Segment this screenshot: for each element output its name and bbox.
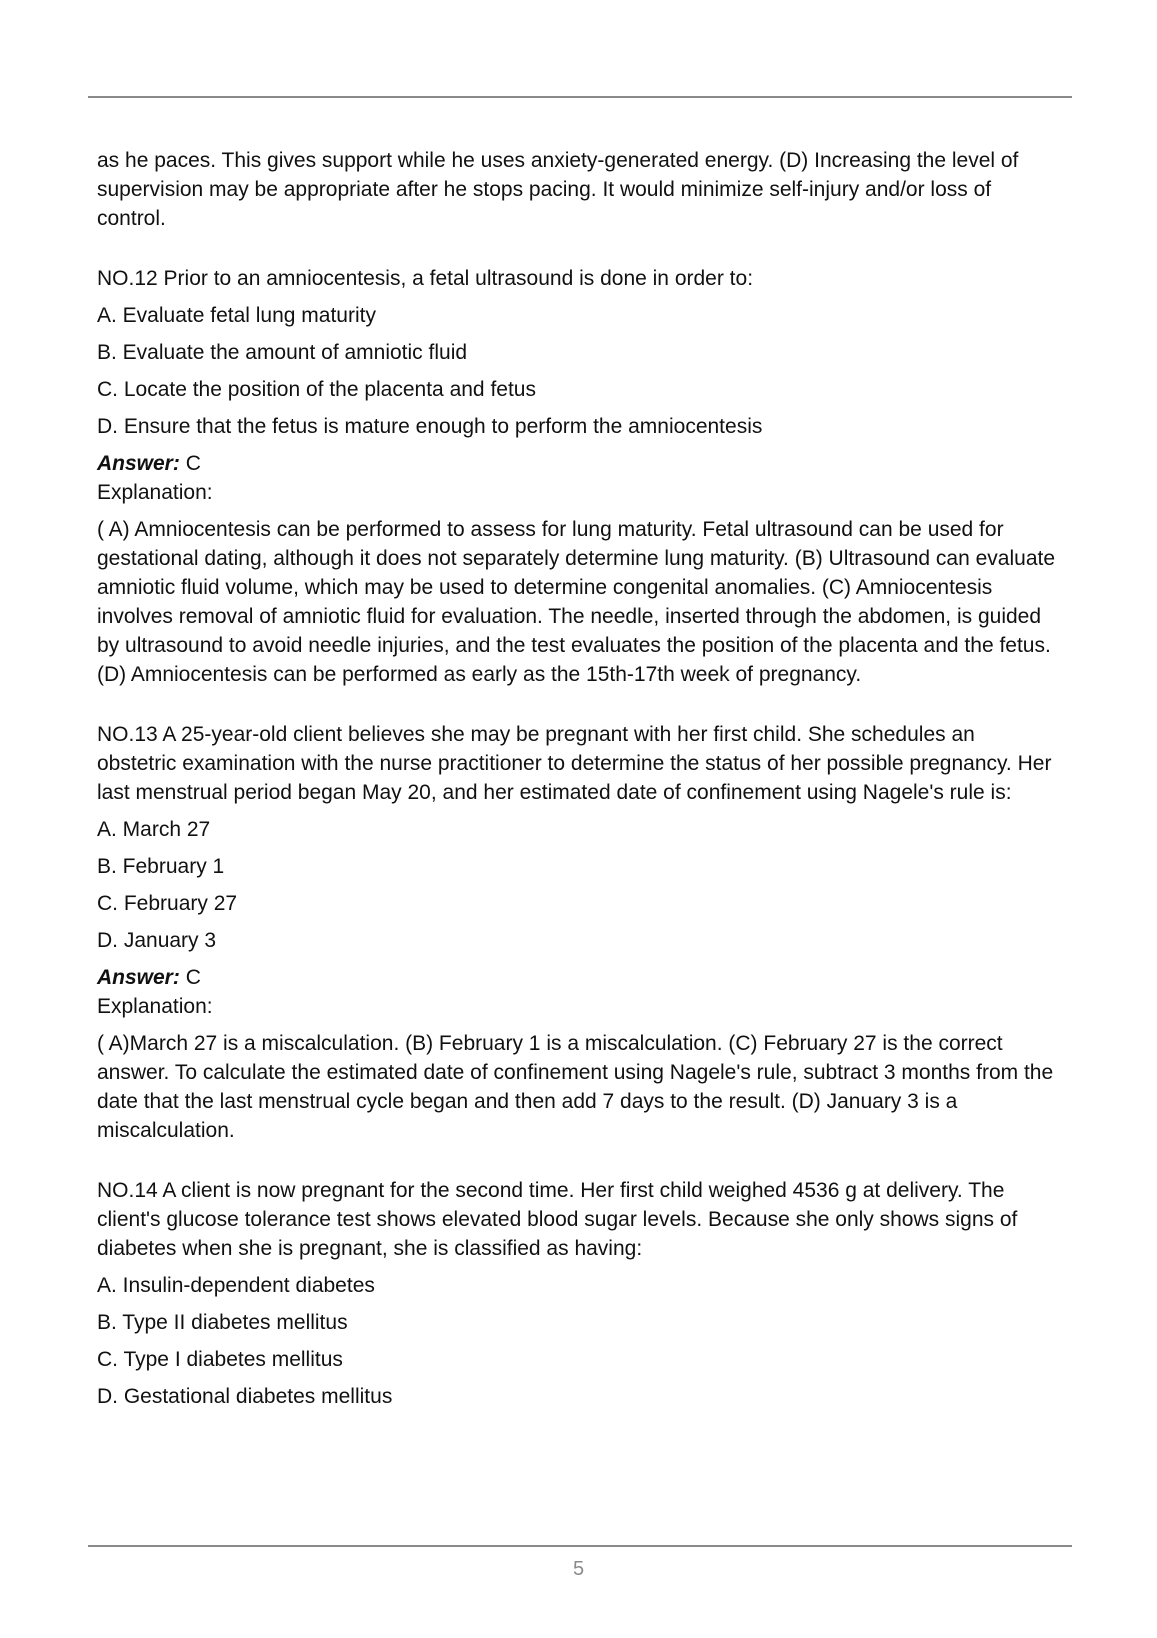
option-d: D. January 3: [97, 929, 217, 952]
answer-value: C: [185, 452, 201, 475]
footer-rule: [88, 1545, 1072, 1547]
option-b: B. Type II diabetes mellitus: [97, 1311, 348, 1334]
option-c: C. Locate the position of the placenta and fetus: [97, 378, 536, 401]
answer-label: Answer:: [97, 452, 180, 475]
option-b: B. Evaluate the amount of amniotic fluid: [97, 341, 468, 364]
question-block-13: [97, 720, 1057, 1145]
option-d: D. Ensure that the fetus is mature enough to perform the amniocentesis: [97, 415, 763, 438]
question-text: NO.14 A client is now pregnant for the second time. Her first child weighed 4536 g at delivery. The client's glucose tolerance test shows elevated blood sugar levels. Because she only shows signs of diabetes when she is pregnant, she is classified as having:: [97, 1179, 1018, 1260]
option-a: A. March 27: [97, 818, 211, 841]
continuation-paragraph: as he paces. This gives support while he uses anxiety-generated energy. (D) Increasing the level of supervision may be appropriate after he stops pacing. It would minimize self-injury and/or loss of control.: [97, 149, 1019, 230]
answer-line: [97, 963, 1057, 992]
explanation-text: ( A)March 27 is a miscalculation. (B) February 1 is a miscalculation. (C) February 27 is the correct answer. To calculate the estimated date of confinement using Nagele's rule, subtract 3 months from the date that the last menstrual cycle began and then add 7 days to the result. (D) January 3 is a miscalculation.: [97, 1032, 1054, 1142]
option-d: D. Gestational diabetes mellitus: [97, 1385, 393, 1408]
answer-value: C: [185, 966, 201, 989]
explanation-label: Explanation:: [97, 995, 213, 1018]
answer-label: Answer:: [97, 966, 180, 989]
header-rule: [88, 96, 1072, 98]
option-b: B. February 1: [97, 855, 225, 878]
question-text: NO.12 Prior to an amniocentesis, a fetal ultrasound is done in order to:: [97, 267, 754, 290]
option-a: A. Insulin-dependent diabetes: [97, 1274, 375, 1297]
question-block-12: [97, 264, 1057, 689]
page-number: 5: [572, 1558, 585, 1580]
page-content: [97, 146, 1057, 1419]
option-c: C. Type I diabetes mellitus: [97, 1348, 343, 1371]
question-block-14: [97, 1176, 1057, 1411]
explanation-label: Explanation:: [97, 481, 213, 504]
option-a: A. Evaluate fetal lung maturity: [97, 304, 376, 327]
question-text: NO.13 A 25-year-old client believes she may be pregnant with her first child. She schedules an obstetric examination with the nurse practitioner to determine the status of her possible pregnancy. Her last menstrual period began May 20, and her estimated date of confinement using Nagele's rule is:: [97, 723, 1052, 804]
option-c: C. February 27: [97, 892, 238, 915]
answer-line: [97, 449, 1057, 478]
explanation-text: ( A) Amniocentesis can be performed to assess for lung maturity. Fetal ultrasound can be used for gestational dating, although it does not separately determine lung maturity. (B) Ultrasound can evaluate amniotic fluid volume, which may be used to determine congenital anomalies. (C) Amniocentesis involves removal of amniotic fluid for evaluation. The needle, inserted through the abdomen, is guided by ultrasound to avoid needle injuries, and the test evaluates the position of the placenta and the fetus. (D) Amniocentesis can be performed as early as the 15th-17th week of pregnancy.: [97, 518, 1056, 686]
